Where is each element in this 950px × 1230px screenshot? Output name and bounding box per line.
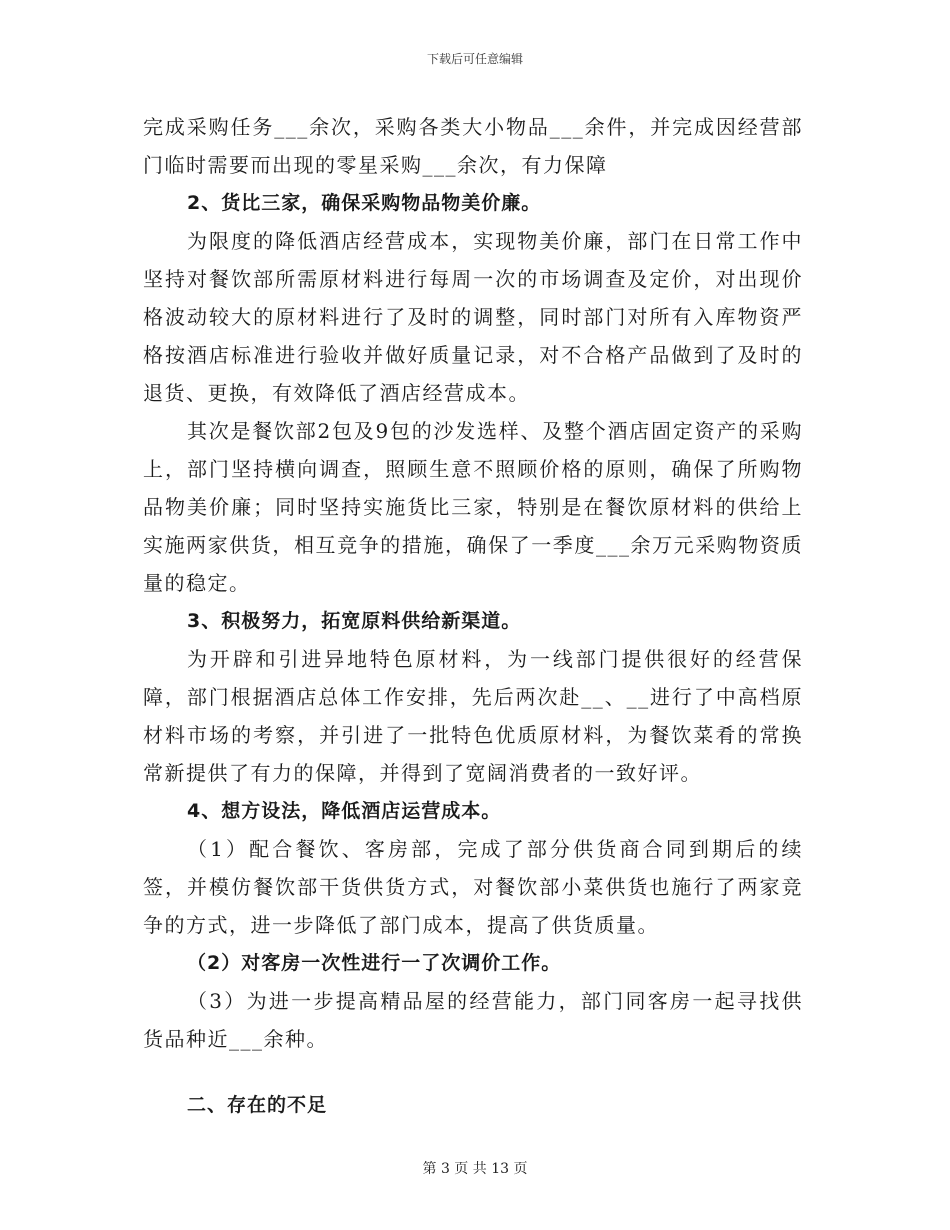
paragraph-4: 为开辟和引进异地特色原材料，为一线部门提供很好的经营保障，部门根据酒店总体工作安排，先后两次赴__、__进行了中高档原材料市场的考察，并引进了一批特色优质原材料，为餐饮菜肴的常换常新提供了有力的保障，并得到了宽阔消费者的一致好评。 <box>143 647 803 785</box>
paragraph-2: 为限度的降低酒店经营成本，实现物美价廉，部门在日常工作中坚持对餐饮部所需原材料进行每周一次的市场调查及定价，对出现价格波动较大的原材料进行了及时的调整，同时部门对所有入库物资严格按酒店标准进行验收并做好质量记录，对不合格产品做到了及时的退货、更换，有效降低了酒店经营成本。 <box>143 229 803 405</box>
heading-3: 3、积极努力，拓宽原料供给新渠道。 <box>187 610 522 632</box>
paragraph-5: （1）配合餐饮、客房部，完成了部分供货商合同到期后的续签，并模仿餐饮部干货供货方式，对餐饮部小菜供货也施行了两家竞争的方式，进一步降低了部门成本，提高了供货质量。 <box>143 837 803 937</box>
heading-5: （2）对客房一次性进行一了次调价工作。 <box>187 952 562 974</box>
heading-2: 2、货比三家，确保采购物品物美价廉。 <box>187 192 542 214</box>
heading-6: 二、存在的不足 <box>187 1094 328 1116</box>
page-footer: 第 3 页 共 13 页 <box>422 1161 528 1177</box>
paragraph-6: （3）为进一步提高精品屋的经营能力，部门同客房一起寻找供货品种近___余种。 <box>143 989 803 1051</box>
document-body <box>143 108 803 1143</box>
heading-4: 4、想方设法，降低酒店运营成本。 <box>187 800 502 822</box>
paragraph-1: 完成采购任务___余次，采购各类大小物品___余件，并完成因经营部门临时需要而出现的零星采购___余次，有力保障 <box>143 115 803 177</box>
paragraph-3: 其次是餐饮部2包及9包的沙发选样、及整个酒店固定资产的采购上，部门坚持横向调查，照顾生意不照顾价格的原则，确保了所购物品物美价廉；同时坚持实施货比三家，特别是在餐饮原材料的供给上实施两家供货，相互竞争的措施，确保了一季度___余万元采购物资质量的稳定。 <box>143 419 803 595</box>
page-header: 下载后可任意编辑 <box>426 52 523 66</box>
